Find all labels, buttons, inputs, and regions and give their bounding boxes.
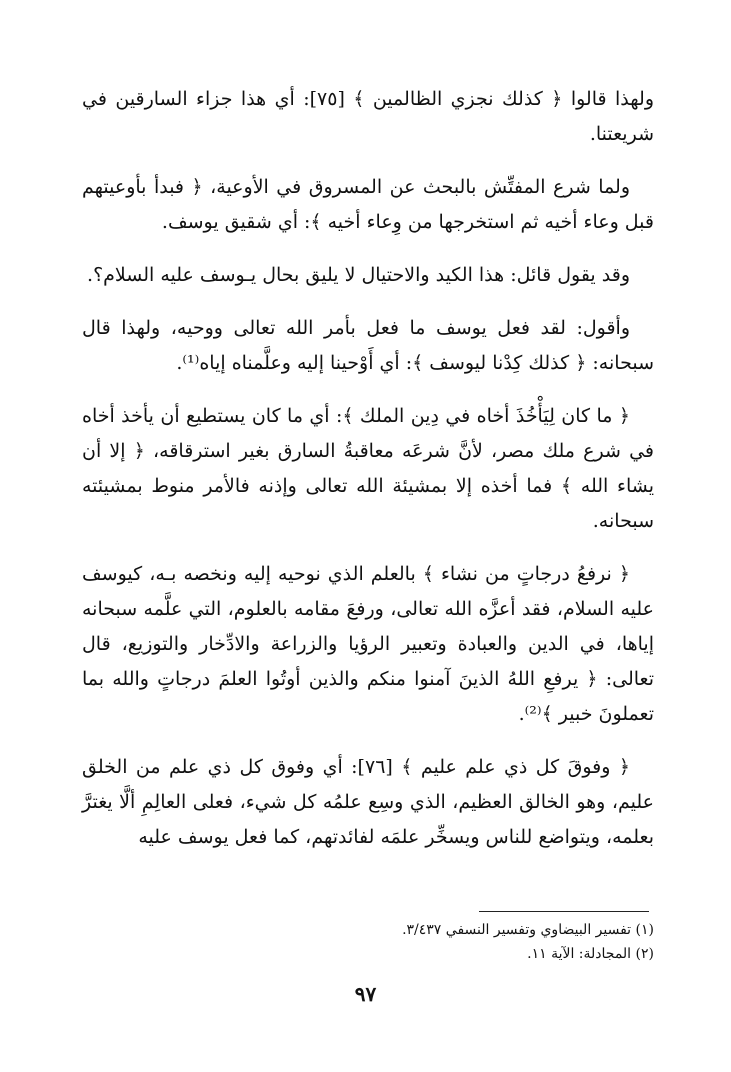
page-number: ٩٧	[354, 982, 377, 1006]
paragraph: ﴿ وفوقَ كل ذي علم عليم ﴾ [٧٦]: أي وفوق كل ذي علم من الخلق عليم، وهو الخالق العظيم، الذي وسِع علمُه كل شيء، فعلى العالِمِ ألَّا يغترَّ بعلمه، ويتواضع للناس ويسخِّر علمَه لفائدتهم، كما فعل يوسف عليه	[82, 756, 654, 848]
paragraph: وأقول: لقد فعل يوسف ما فعل بأمر الله تعالى ووحيه، ولهذا قال سبحانه: ﴿ كذلك كِدْنا ليوسف ﴾: أي أَوْحينا إليه وعلَّمناه إياه⁽¹⁾.	[82, 317, 654, 374]
footnotes	[82, 918, 654, 966]
paragraph: ﴿ ما كان لِيَأْخُذَ أخاه في دِين الملك ﴾: أي ما كان يستطيع أن يأخذ أخاه في شرع ملك مصر، لأنَّ شرعَه معاقبةُ السارق بغير استرقاقه، ﴿ إلا أن يشاء الله ﴾ فما أخذه إلا بمشيئة الله تعالى وإذنه فالأمر منوط بمشيئته سبحانه.	[82, 405, 654, 532]
footnote-divider	[479, 911, 649, 912]
paragraph: ولما شرع المفتِّش بالبحث عن المسروق في الأوعية، ﴿ فبدأ بأوعيتهم قبل وعاء أخيه ثم استخرجها من وِعاء أخيه ﴾: أي شقيق يوسف.	[82, 176, 654, 233]
paragraph: ولهذا قالوا ﴿ كذلك نجزي الظالمين ﴾ [٧٥]: أي هذا جزاء السارقين في شريعتنا.	[82, 88, 654, 145]
footnote: (١) تفسير البيضاوي وتفسير النسفي ٣/٤٣٧.	[402, 922, 654, 938]
paragraph: ﴿ نرفعُ درجاتٍ من نشاء ﴾ بالعلم الذي نوحيه إليه ونخصه بـه، كيوسف عليه السلام، فقد أعزَّه الله تعالى، ورفعَ مقامه بالعلوم، التي علَّمه سبحانه إياها، في الدين والعبادة وتعبير الرؤيا والزراعة والادِّخار والتوزيع، قال تعالى: ﴿ يرفعِ اللهُ الذينَ آمنوا منكم والذين أوتُوا العلمَ درجاتٍ والله بما تعملونَ خبير ﴾⁽²⁾.	[82, 563, 654, 725]
footnote: (٢) المجادلة: الآية ١١.	[527, 946, 654, 962]
main-text	[82, 82, 654, 873]
paragraph: وقد يقول قائل: هذا الكيد والاحتيال لا يليق بحال يـوسف عليه السلام؟.	[87, 264, 630, 286]
